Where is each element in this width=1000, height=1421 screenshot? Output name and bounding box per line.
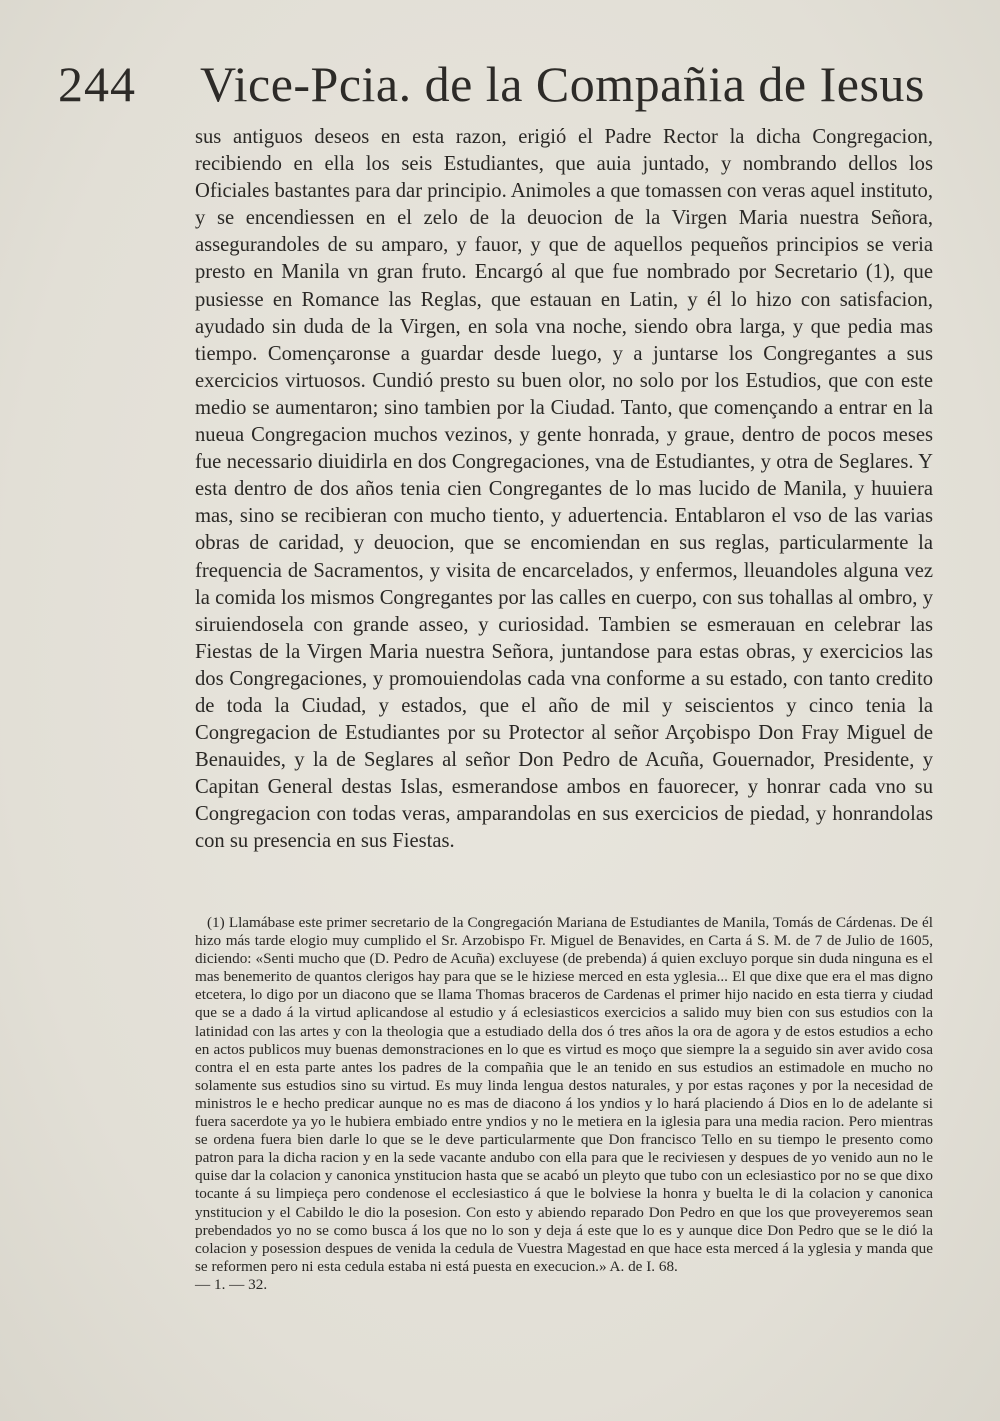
page-number: 244 xyxy=(58,56,136,112)
body-paragraph: sus antiguos deseos en esta razon, erigió el Padre Rector la dicha Congregacion, recibiendo en ella los seis Estudiantes, que auia juntado, y nombrando dellos los Oficiales bastantes para dar principio. Animoles a que tomassen con veras aquel instituto, y se encendiessen en el zelo de la deuocion de la Virgen Maria nuestra Señora, assegurandoles de su amparo, y fauor, y que de aquellos pequeños principios se veria presto en Manila vn gran fruto. Encargó al que fue nombrado por Secretario (1), que pusiesse en Romance las Reglas, que estauan en Latin, y él lo hizo con satisfacion, ayudado sin duda de la Virgen, en sola vna noche, siendo obra larga, y que pedia mas tiempo. Començaronse a guardar desde luego, y a juntarse los Congregantes a sus exercicios virtuosos. Cundió presto su buen olor, no solo por los Estudios, que con este medio se aumentaron; sino tambien por la Ciudad. Tanto, que començando a entrar en la nueua Congregacion muchos vezinos, y gente honrada, y graue, dentro de pocos meses fue necessario diuidirla en dos Congregaciones, vna de Estudiantes, y otra de Seglares. Y esta dentro de dos años tenia cien Congregantes de lo mas lucido de Manila, y huuiera mas, sino se recibieran con mucho tiento, y aduertencia. Entablaron el vso de las varias obras de caridad, y deuocion, que se encomiendan en sus reglas, particularmente la frequencia de Sacramentos, y visita de encarcelados, y enfermos, lleuandoles alguna vez la comida los mismos Congregantes por las calles en cuerpo, con sus tohallas al ombro, y siruiendosela con grande asseo, y curiosidad. Tambien se esmerauan en celebrar las Fiestas de la Virgen Maria nuestra Señora, juntandose para estas obras, y exercicios las dos Congregaciones, y promouiendolas cada vna conforme a su estado, con tanto credito de toda la Ciudad, y estados, que el año de mil y seiscientos y cinco tenia la Congregacion de Estudiantes por su Protector al señor Arçobispo Don Fray Miguel de Benauides, y la de Seglares al señor Don Pedro de Acuña, Gouernador, Presidente, y Capitan General destas Islas, esmerandose ambos en fauorecer, y honrar cada vno su Congregacion con todas veras, amparandolas en sus exercicios de piedad, y honrandolas con su presencia en sus Fiestas. xyxy=(195,126,933,853)
page-header xyxy=(58,55,938,125)
signature-mark: — 1. — 32. xyxy=(195,1275,268,1293)
footnote xyxy=(195,914,933,1294)
footnote-marker: (1) xyxy=(207,914,225,931)
footnote-paragraph xyxy=(195,914,933,1276)
footnote-text: Llamábase este primer secretario de la Congregación Mariana de Estudiantes de Manila, Tomás de Cárdenas. De él hizo más tarde elogio muy cumplido el Sr. Arzobispo Fr. Miguel de Benavides, en Carta á S. M. de 7 de Julio de 1605, diciendo: «Senti mucho que (D. Pedro de Acuña) excluyese (de prebenda) á quien excluyo porque sin duda ninguna es el mas benemerito de quantos clerigos hay para que se le hiziese merced en esta yglesia... El que dixe que era el mas digno etcetera, lo digo por un diacono que se llama Thomas braceros de Cardenas el primer hijo nacido en esta tierra y ciudad que se a dado á la virtud aplicandose al estudio y á eclesiasticos exercicios a salido muy bien con sus estudios con la latinidad con las artes y con la theologia que a estudiado della dos ó tres años la ora de agora y de estos estudios a echo en actos publicos muy buenas demonstraciones en lo que es virtud es moço que siempre la a seguido sin aver avido cosa contra el en esta parte antes los padres de la compañia que le an tenido en sus estudios an estimadole en mucho no solamente sus estudios sino su virtud. Es muy linda lengua destos naturales, y por estas raçones y por la necesidad de ministros le e hecho predicar aunque no es mas de diacono á los yndios y lo hará placiendo á Dios en lo de adelante si fuera sacerdote ya yo le hubiera embiado entre yndios y no le metiera en la iglesia para una media racion. Pero mientras se ordena fuera bien darle lo que se le deve particularmente que Don francisco Tello en su tiempo le presento como patron para la dicha racion y en la sede vacante andubo con ella para que le reciviesen y despues de yo venido aun no le quise dar la colacion y canonica ynstitucion hasta que se acabó un pleyto que tubo con un eclesiastico por no se que dixo tocante á su limpieça pero condenose el ecclesiastico á que le bolviese la honra y buelta le di la colacion y canonica ynstitucion y el Cabildo le dio la posesion. Con esto y abiendo reparado Don Pedro en que los que proveyeremos sean prebendados yo no se como busca á los que no lo son y deja á este que lo es y aunque dice Don Pedro que se le dió la colacion y posession despues de venida la cedula de Vuestra Magestad en que hace esta merced á la yglesia y manda que se reformen pero ni esta cedula estaba ni está puesta en execucion.» A. de I. 68. xyxy=(195,914,934,1275)
main-text xyxy=(195,124,933,856)
running-title: Vice-Pcia. de la Compañia de Iesus xyxy=(200,56,925,112)
